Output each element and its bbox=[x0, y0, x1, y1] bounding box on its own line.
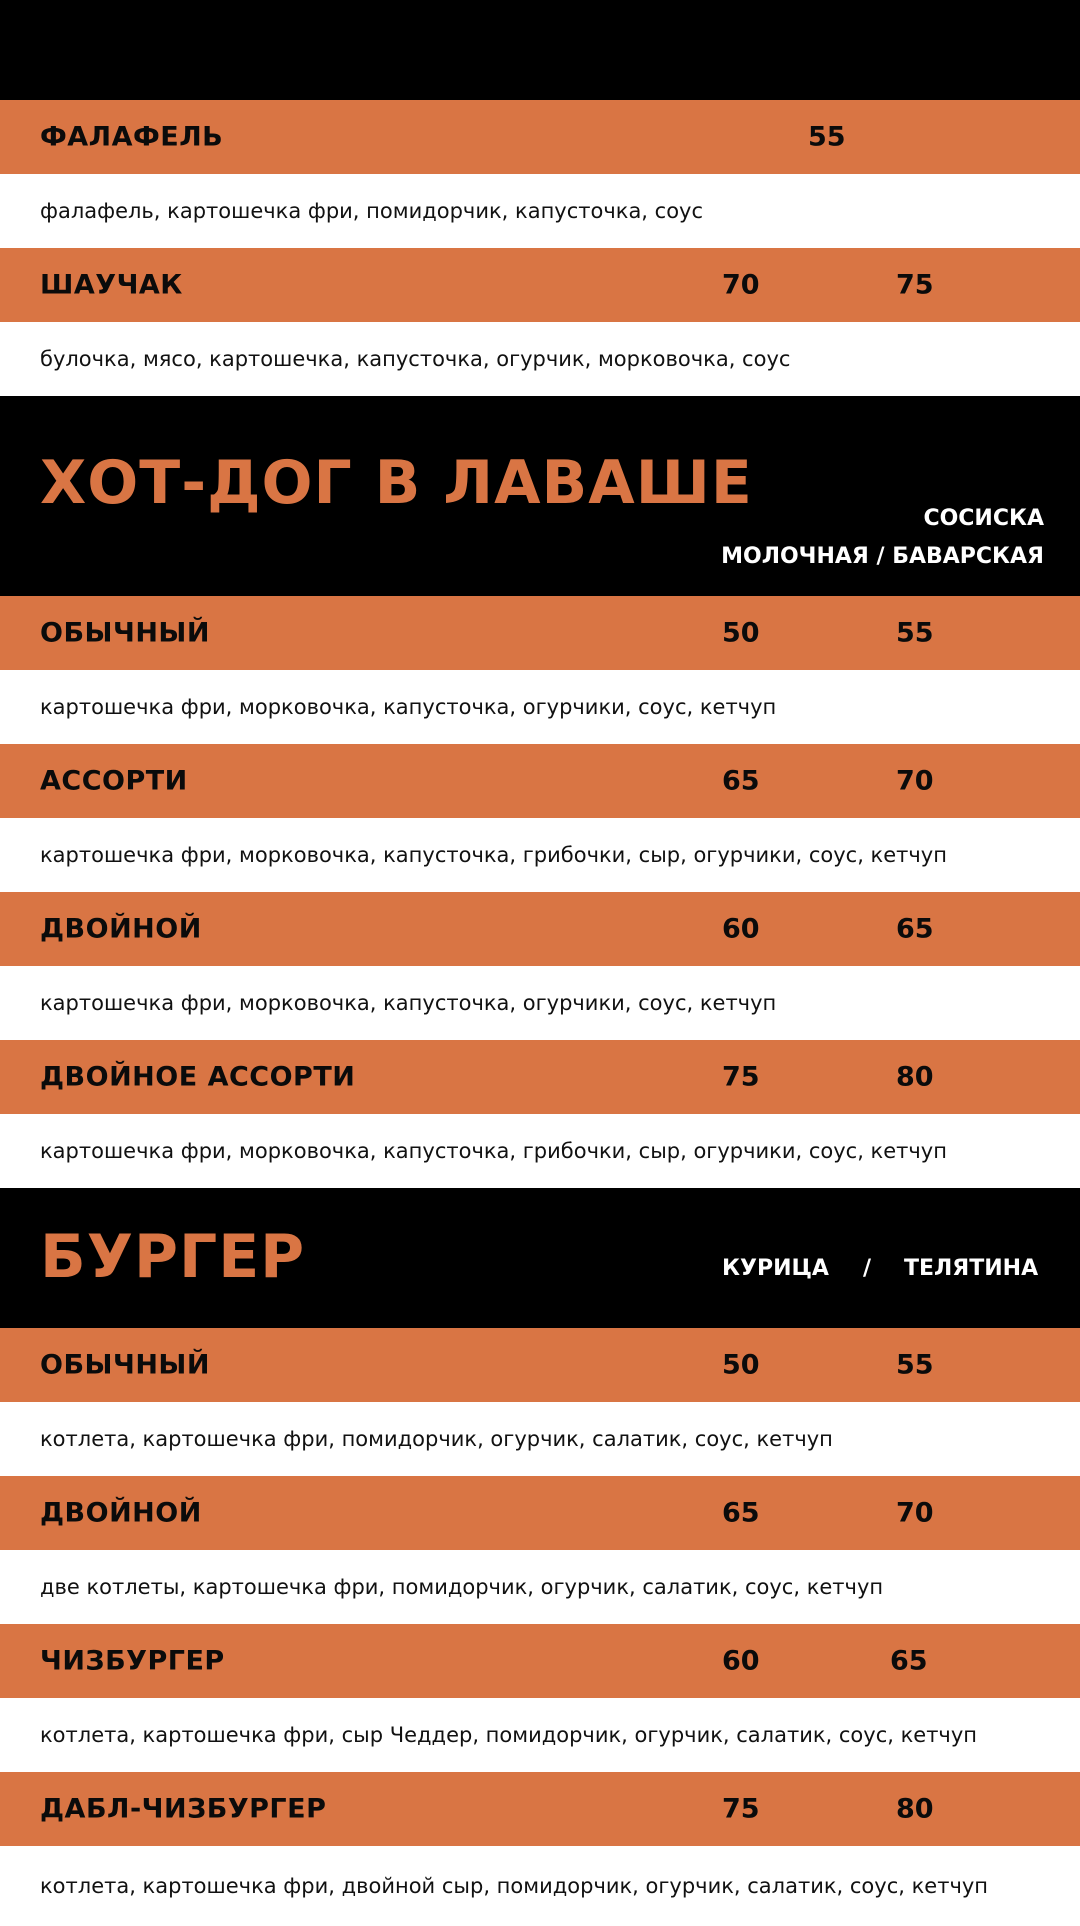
menu-item bbox=[0, 596, 1080, 670]
item-description: картошечка фри, морковочка, капусточка, огурчики, соус, кетчуп bbox=[40, 991, 777, 1015]
item-name: ДАБЛ-ЧИЗБУРГЕР bbox=[40, 1793, 327, 1825]
menu-item bbox=[0, 1624, 1080, 1698]
item-price-1: 65 bbox=[722, 1497, 760, 1529]
item-description-row bbox=[0, 1698, 1080, 1772]
sausage-label: СОСИСКА bbox=[923, 506, 1044, 531]
item-description-row bbox=[0, 1550, 1080, 1624]
item-name: ДВОЙНОЙ bbox=[40, 913, 202, 945]
separator-label: / bbox=[863, 1256, 872, 1281]
menu-item bbox=[0, 1772, 1080, 1846]
item-price-1: 70 bbox=[722, 269, 760, 301]
menu-item-shauchak bbox=[0, 248, 1080, 322]
item-description-row bbox=[0, 670, 1080, 744]
item-description: фалафель, картошечка фри, помидорчик, капусточка, соус bbox=[40, 199, 704, 223]
menu-item bbox=[0, 1328, 1080, 1402]
item-price-2: 70 bbox=[896, 765, 934, 797]
section-title: ХОТ-ДОГ В ЛАВАШЕ bbox=[40, 448, 753, 518]
top-black-band bbox=[0, 0, 1080, 100]
menu-item bbox=[0, 744, 1080, 818]
item-name: ДВОЙНОЙ bbox=[40, 1497, 202, 1529]
item-description-row bbox=[0, 1846, 1080, 1926]
section-header-burger bbox=[0, 1188, 1080, 1328]
item-description: котлета, картошечка фри, сыр Чеддер, помидорчик, огурчик, салатик, соус, кетчуп bbox=[40, 1723, 977, 1747]
item-description: котлета, картошечка фри, двойной сыр, помидорчик, огурчик, салатик, соус, кетчуп bbox=[40, 1874, 989, 1898]
item-price-1: 65 bbox=[722, 765, 760, 797]
item-description-row bbox=[0, 818, 1080, 892]
section-title: БУРГЕР bbox=[40, 1222, 306, 1292]
item-price-1: 75 bbox=[722, 1793, 760, 1825]
item-description: картошечка фри, морковочка, капусточка, грибочки, сыр, огурчики, соус, кетчуп bbox=[40, 1139, 947, 1163]
item-price-2: 70 bbox=[896, 1497, 934, 1529]
item-description: картошечка фри, морковочка, капусточка, грибочки, сыр, огурчики, соус, кетчуп bbox=[40, 843, 947, 867]
item-price: 55 bbox=[808, 121, 846, 153]
item-price-1: 60 bbox=[722, 1645, 760, 1677]
item-name: ДВОЙНОЕ АССОРТИ bbox=[40, 1061, 356, 1093]
item-description: котлета, картошечка фри, помидорчик, огурчик, салатик, соус, кетчуп bbox=[40, 1427, 833, 1451]
item-price-2: 80 bbox=[896, 1061, 934, 1093]
item-price-1: 75 bbox=[722, 1061, 760, 1093]
item-description-row bbox=[0, 174, 1080, 248]
menu-item bbox=[0, 892, 1080, 966]
item-description-row bbox=[0, 1114, 1080, 1188]
menu-item-falafel bbox=[0, 100, 1080, 174]
item-name: ФАЛАФЕЛЬ bbox=[40, 121, 224, 153]
chicken-label: КУРИЦА bbox=[722, 1256, 829, 1281]
item-price-1: 60 bbox=[722, 913, 760, 945]
item-price-1: 50 bbox=[722, 617, 760, 649]
item-price-2: 75 bbox=[896, 269, 934, 301]
sausage-types-label: МОЛОЧНАЯ / БАВАРСКАЯ bbox=[721, 544, 1044, 569]
item-price-2: 55 bbox=[896, 617, 934, 649]
item-price-2: 65 bbox=[896, 913, 934, 945]
item-name: ЧИЗБУРГЕР bbox=[40, 1645, 225, 1677]
item-description: булочка, мясо, картошечка, капусточка, огурчик, морковочка, соус bbox=[40, 347, 791, 371]
item-price-1: 50 bbox=[722, 1349, 760, 1381]
section-header-hotdog bbox=[0, 396, 1080, 596]
item-price-2: 65 bbox=[890, 1645, 928, 1677]
item-description: картошечка фри, морковочка, капусточка, огурчики, соус, кетчуп bbox=[40, 695, 777, 719]
menu-item bbox=[0, 1040, 1080, 1114]
item-description-row bbox=[0, 322, 1080, 396]
item-description-row bbox=[0, 966, 1080, 1040]
item-name: ОБЫЧНЫЙ bbox=[40, 1349, 210, 1381]
menu-item bbox=[0, 1476, 1080, 1550]
item-description: две котлеты, картошечка фри, помидорчик, огурчик, салатик, соус, кетчуп bbox=[40, 1575, 884, 1599]
item-price-2: 80 bbox=[896, 1793, 934, 1825]
veal-label: ТЕЛЯТИНА bbox=[904, 1256, 1039, 1281]
item-price-2: 55 bbox=[896, 1349, 934, 1381]
item-name: ОБЫЧНЫЙ bbox=[40, 617, 210, 649]
item-name: ШАУЧАК bbox=[40, 269, 183, 301]
item-description-row bbox=[0, 1402, 1080, 1476]
item-name: АССОРТИ bbox=[40, 765, 188, 797]
